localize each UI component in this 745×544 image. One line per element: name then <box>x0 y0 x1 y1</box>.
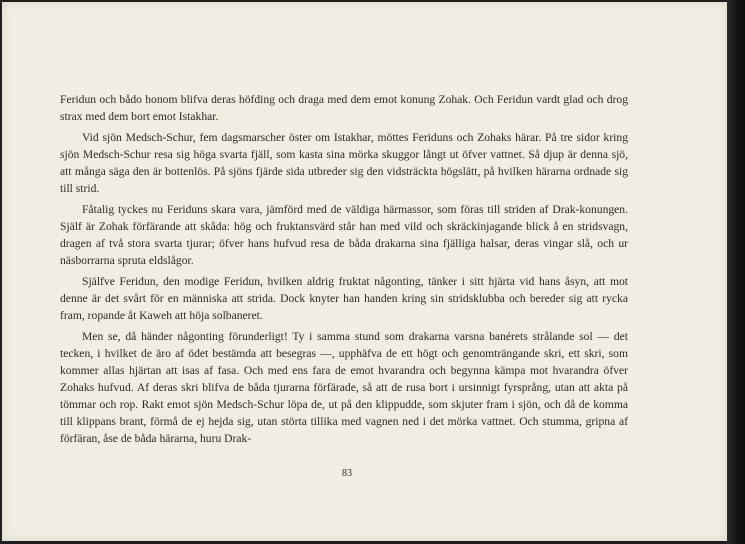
paragraph-5: Men se, då händer någonting förunderligt! Ty i samma stund som drakarna varsna banérets strålande sol — det tecken, i hvilket de äro af ödet bestämda att besegras —, upphäfva de ett högt och genomträngande skri, ett skri, som kommer allas hjärtan att isas af fasa. Och med ens fara de emot hvarandra och begynna kämpa mot hvarandra öfver Zohaks hufvud. Af deras skri blifva de båda tjurarna förfärade, så att de rusa bort i ursinnigt fyrsprång, utan att akta på tömmar och rop. Rakt emot sjön Medsch-Schur löpa de, ut på den klippudde, som skjuter fram i sjön, och då de komma till klippans brant, förmå de ej hejda sig, utan störta tillika med vagnen ned i det mörka vattnet. Och stumma, gripna af förfäran, åse de båda härarna, huru Drak- <box>60 330 628 445</box>
paragraph-3: Fåtalig tyckes nu Feriduns skara vara, jämförd med de väldiga härmassor, som föras till striden af Drak-konungen. Själf är Zohak förfärande att skåda: hög och fruktansvärd står han med vild och skräckinjagande blick å en stridsvagn, dragen af två stora svarta tjurar; öfver hans hufvud resa de båda drakarna sina fjälliga halsar, deras vingar slå, och ur näsborrarna spruta eldslågor. <box>60 203 628 267</box>
paragraph-4: Själfve Feridun, den modige Feridun, hvilken aldrig fruktat någonting, tänker i sitt hjärta vid hans åsyn, att mot denne är det svårt för en människa att strida. Dock knyter han handen kring sin stridsklubba och bereder sig att rycka fram, ropande åt Kaweh att höja solbaneret. <box>60 275 628 322</box>
page-edge-shadow <box>727 0 745 544</box>
book-page <box>2 2 727 541</box>
paragraph-1: Feridun och bådo honom blifva deras höfding och draga med dem emot konung Zohak. Och Feridun vardt glad och drog strax med dem bort emot Istakhar. <box>60 93 628 123</box>
body-text <box>60 91 628 451</box>
page-number: 83 <box>342 468 352 479</box>
paragraph-2: Vid sjön Medsch-Schur, fem dagsmarscher öster om Istakhar, möttes Feriduns och Zohaks härar. På tre sidor kring sjön Medsch-Schur resa sig höga svarta fjäll, som kasta sina mörka skuggor långt ut öfver vattnet. Så djup är denna sjö, att många säga den är bottenlös. På sjöns fjärde sida utbreder sig den vidsträckta högslätt, på hvilken härarna ordnade sig till strid. <box>60 131 628 195</box>
